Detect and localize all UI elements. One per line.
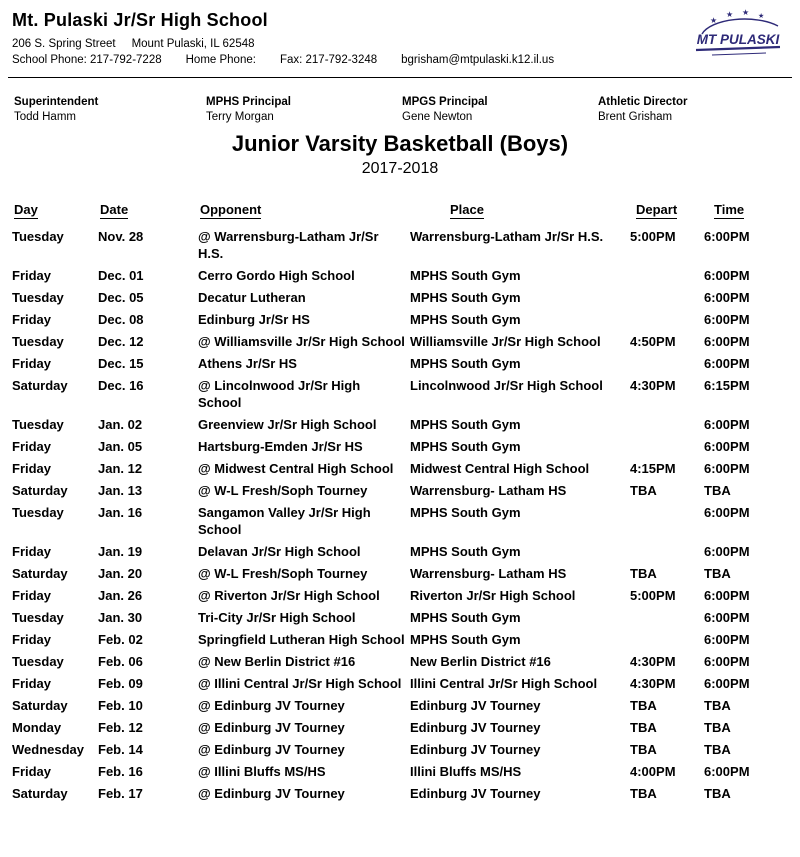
time-cell: 6:00PM [704, 356, 750, 371]
logo-star-icon: ★ [758, 13, 765, 20]
depart-cell: TBA [630, 786, 657, 801]
schedule-row [12, 673, 788, 695]
logo-star-icon: ★ [742, 8, 750, 17]
date-cell: Jan. 13 [98, 483, 143, 498]
place-cell: MPHS South Gym [410, 417, 521, 432]
depart-cell: 4:30PM [630, 676, 676, 691]
staff-member [598, 96, 788, 123]
staff-name: Terry Morgan [206, 111, 274, 123]
depart-cell [626, 355, 702, 372]
time-cell: 6:00PM [704, 334, 750, 349]
date-cell: Jan. 30 [98, 610, 143, 625]
page-title: Junior Varsity Basketball (Boys) [231, 131, 569, 156]
time-cell: TBA [704, 720, 731, 735]
schedule-row [12, 331, 788, 353]
date-cell: Dec. 16 [98, 378, 144, 393]
day-cell: Friday [12, 632, 52, 647]
place-cell: Lincolnwood Jr/Sr High School [410, 378, 603, 393]
staff-name: Gene Newton [402, 111, 473, 123]
day-cell: Tuesday [12, 610, 64, 625]
place-cell: MPHS South Gym [410, 356, 521, 371]
place-cell: Edinburg JV Tourney [410, 742, 541, 757]
day-cell: Friday [12, 312, 52, 327]
day-cell: Friday [12, 676, 52, 691]
column-header [412, 202, 628, 219]
schedule-row [12, 414, 788, 436]
date-cell: Jan. 12 [98, 461, 143, 476]
depart-cell: 4:30PM [630, 378, 676, 393]
date-cell: Feb. 10 [98, 698, 143, 713]
opponent-cell: @ Illini Central Jr/Sr High School [198, 676, 402, 691]
time-cell: 6:00PM [704, 632, 750, 647]
schedule-row [12, 226, 788, 265]
day-cell: Wednesday [12, 742, 85, 757]
day-cell: Friday [12, 268, 52, 283]
depart-cell: 4:50PM [630, 334, 676, 349]
date-cell: Feb. 06 [98, 654, 143, 669]
date-cell: Dec. 12 [98, 334, 144, 349]
staff-role: Athletic Director [598, 96, 688, 108]
opponent-cell: Springfield Lutheran High School [198, 632, 405, 647]
depart-cell [626, 438, 702, 455]
place-cell: Warrensburg- Latham HS [410, 483, 567, 498]
logo-tagline-line [712, 53, 766, 55]
schedule-table [12, 202, 788, 805]
staff-role: MPGS Principal [402, 96, 488, 108]
day-cell: Friday [12, 439, 52, 454]
logo-swoosh [696, 47, 780, 50]
season-label: 2017-2018 [361, 160, 439, 177]
letterhead [12, 10, 788, 66]
staff-role: MPHS Principal [206, 96, 291, 108]
day-cell: Saturday [12, 698, 68, 713]
depart-cell [626, 416, 702, 433]
school-logo-icon [688, 6, 788, 66]
schedule-row [12, 480, 788, 502]
day-cell: Friday [12, 588, 52, 603]
time-cell: 6:00PM [704, 588, 750, 603]
fax-number: Fax: 217-792-3248 [279, 54, 378, 66]
schedule-row [12, 353, 788, 375]
schedule-row [12, 309, 788, 331]
day-cell: Friday [12, 544, 52, 559]
opponent-cell: @ Illini Bluffs MS/HS [198, 764, 326, 779]
depart-cell [626, 631, 702, 648]
date-cell: Dec. 01 [98, 268, 144, 283]
opponent-cell: Tri-City Jr/Sr High School [198, 610, 356, 625]
depart-cell: TBA [630, 698, 657, 713]
day-cell: Saturday [12, 378, 68, 393]
school-name: Mt. Pulaski Jr/Sr High School [12, 10, 268, 30]
opponent-cell: @ Lincolnwood Jr/Sr High School [198, 378, 361, 410]
staff-name: Brent Grisham [598, 111, 673, 123]
school-logo [688, 6, 788, 66]
place-cell: Riverton Jr/Sr High School [410, 588, 576, 603]
place-cell: MPHS South Gym [410, 632, 521, 647]
place-cell: MPHS South Gym [410, 268, 521, 283]
table-header [12, 202, 788, 219]
place-cell: Edinburg JV Tourney [410, 698, 541, 713]
date-cell: Feb. 14 [98, 742, 143, 757]
schedule-row [12, 585, 788, 607]
staff-member [14, 96, 206, 123]
schedule-row [12, 436, 788, 458]
date-cell: Feb. 16 [98, 764, 143, 779]
depart-cell: TBA [630, 566, 657, 581]
day-cell: Saturday [12, 483, 68, 498]
opponent-cell: Edinburg Jr/Sr HS [198, 312, 310, 327]
time-cell: 6:00PM [704, 610, 750, 625]
time-cell: TBA [704, 786, 731, 801]
staff-name: Todd Hamm [14, 111, 76, 123]
depart-cell [626, 289, 702, 306]
opponent-cell: @ Williamsville Jr/Sr High School [198, 334, 405, 349]
opponent-cell: @ W-L Fresh/Soph Tourney [198, 483, 368, 498]
depart-cell [626, 609, 702, 626]
column-header-label: Day [14, 202, 38, 217]
divider-line [8, 77, 792, 78]
staff-member [206, 96, 402, 123]
place-cell: MPHS South Gym [410, 439, 521, 454]
schedule-row [12, 265, 788, 287]
day-cell: Tuesday [12, 654, 64, 669]
opponent-cell: @ Warrensburg-Latham Jr/Sr H.S. [198, 229, 379, 261]
place-cell: MPHS South Gym [410, 505, 521, 520]
time-cell: 6:00PM [704, 312, 750, 327]
place-cell: MPHS South Gym [410, 610, 521, 625]
place-cell: Midwest Central High School [410, 461, 590, 476]
column-header [100, 202, 200, 219]
day-cell: Saturday [12, 786, 68, 801]
place-cell: New Berlin District #16 [410, 654, 551, 669]
time-cell: 6:00PM [704, 290, 750, 305]
time-cell: 6:00PM [704, 229, 750, 244]
address-line [12, 38, 788, 50]
date-cell: Feb. 02 [98, 632, 143, 647]
place-cell: Illini Bluffs MS/HS [410, 764, 522, 779]
schedule-row [12, 502, 788, 541]
opponent-cell: Greenview Jr/Sr High School [198, 417, 377, 432]
opponent-cell: @ Midwest Central High School [198, 461, 394, 476]
opponent-cell: Cerro Gordo High School [198, 268, 355, 283]
time-cell: 6:00PM [704, 417, 750, 432]
time-cell: 6:00PM [704, 676, 750, 691]
address-city: Mount Pulaski, IL 62548 [131, 38, 255, 50]
schedule-row [12, 761, 788, 783]
opponent-cell: @ New Berlin District #16 [198, 654, 356, 669]
schedule-row [12, 629, 788, 651]
day-cell: Monday [12, 720, 62, 735]
schedule-row [12, 458, 788, 480]
column-header [628, 202, 704, 219]
column-header [200, 202, 412, 219]
schedule-row [12, 717, 788, 739]
date-cell: Dec. 15 [98, 356, 144, 371]
school-phone: School Phone: 217-792-7228 [12, 54, 162, 66]
time-cell: 6:00PM [704, 544, 750, 559]
schedule-row [12, 651, 788, 673]
opponent-cell: Hartsburg-Emden Jr/Sr HS [198, 439, 363, 454]
depart-cell: 4:00PM [630, 764, 676, 779]
day-cell: Tuesday [12, 290, 64, 305]
depart-cell: TBA [630, 483, 657, 498]
time-cell: 6:00PM [704, 654, 750, 669]
depart-cell: 4:30PM [630, 654, 676, 669]
schedule-row [12, 541, 788, 563]
email-text: bgrisham@mtpulaski.k12.il.us [401, 54, 555, 66]
opponent-cell: Decatur Lutheran [198, 290, 306, 305]
schedule-row [12, 375, 788, 414]
opponent-cell: @ Edinburg JV Tourney [198, 720, 345, 735]
depart-cell: 5:00PM [630, 588, 676, 603]
column-header-label: Opponent [200, 202, 262, 217]
schedule-row [12, 563, 788, 585]
time-cell: 6:00PM [704, 439, 750, 454]
date-cell: Jan. 20 [98, 566, 143, 581]
column-header-label: Date [100, 202, 129, 217]
opponent-cell: @ Edinburg JV Tourney [198, 786, 345, 801]
home-phone: Home Phone: [185, 54, 256, 66]
depart-cell [626, 267, 702, 284]
contact-line [12, 54, 788, 66]
date-cell: Dec. 08 [98, 312, 144, 327]
time-cell: 6:00PM [704, 268, 750, 283]
depart-cell [626, 543, 702, 560]
opponent-cell: @ Edinburg JV Tourney [198, 698, 345, 713]
schedule-row [12, 607, 788, 629]
staff-member [402, 96, 598, 123]
depart-cell: TBA [630, 720, 657, 735]
opponent-cell: @ W-L Fresh/Soph Tourney [198, 566, 368, 581]
day-cell: Tuesday [12, 417, 64, 432]
column-header [704, 202, 776, 219]
opponent-cell: Delavan Jr/Sr High School [198, 544, 361, 559]
staff-section [12, 96, 788, 123]
column-header [14, 202, 100, 219]
place-cell: MPHS South Gym [410, 312, 521, 327]
place-cell: Edinburg JV Tourney [410, 786, 541, 801]
place-cell: Illini Central Jr/Sr High School [410, 676, 598, 691]
opponent-cell: Athens Jr/Sr HS [198, 356, 297, 371]
opponent-cell: @ Riverton Jr/Sr High School [198, 588, 380, 603]
day-cell: Friday [12, 764, 52, 779]
date-cell: Jan. 02 [98, 417, 143, 432]
address-street: 206 S. Spring Street [12, 38, 116, 50]
depart-cell [626, 311, 702, 328]
schedule-row [12, 739, 788, 761]
place-cell: Warrensburg- Latham HS [410, 566, 567, 581]
column-header-label: Depart [636, 202, 678, 217]
depart-cell: TBA [630, 742, 657, 757]
place-cell: MPHS South Gym [410, 544, 521, 559]
place-cell: Edinburg JV Tourney [410, 720, 541, 735]
time-cell: 6:15PM [704, 378, 750, 393]
depart-cell: 4:15PM [630, 461, 676, 476]
day-cell: Saturday [12, 566, 68, 581]
place-cell: Warrensburg-Latham Jr/Sr H.S. [410, 229, 604, 244]
day-cell: Tuesday [12, 229, 64, 244]
time-cell: 6:00PM [704, 505, 750, 520]
schedule-row [12, 287, 788, 309]
table-body [12, 226, 788, 805]
time-cell: TBA [704, 483, 731, 498]
date-cell: Jan. 26 [98, 588, 143, 603]
logo-star-icon: ★ [710, 16, 718, 25]
date-cell: Feb. 17 [98, 786, 143, 801]
depart-cell: 5:00PM [630, 229, 676, 244]
date-cell: Jan. 16 [98, 505, 143, 520]
logo-wordmark: MT PULASKI [696, 32, 780, 47]
date-cell: Jan. 19 [98, 544, 143, 559]
day-cell: Tuesday [12, 505, 64, 520]
time-cell: TBA [704, 698, 731, 713]
schedule-row [12, 783, 788, 805]
opponent-cell: @ Edinburg JV Tourney [198, 742, 345, 757]
place-cell: MPHS South Gym [410, 290, 521, 305]
date-cell: Nov. 28 [98, 229, 144, 244]
day-cell: Friday [12, 356, 52, 371]
date-cell: Feb. 09 [98, 676, 143, 691]
time-cell: 6:00PM [704, 461, 750, 476]
column-header-label: Place [450, 202, 484, 217]
date-cell: Feb. 12 [98, 720, 143, 735]
date-cell: Dec. 05 [98, 290, 144, 305]
time-cell: TBA [704, 742, 731, 757]
column-header-label: Time [714, 202, 745, 217]
time-cell: 6:00PM [704, 764, 750, 779]
schedule-row [12, 695, 788, 717]
logo-star-icon: ★ [726, 10, 734, 19]
staff-role: Superintendent [14, 96, 99, 108]
day-cell: Friday [12, 461, 52, 476]
date-cell: Jan. 05 [98, 439, 143, 454]
depart-cell [626, 504, 702, 538]
opponent-cell: Sangamon Valley Jr/Sr High School [198, 505, 371, 537]
place-cell: Williamsville Jr/Sr High School [410, 334, 601, 349]
day-cell: Tuesday [12, 334, 64, 349]
time-cell: TBA [704, 566, 731, 581]
